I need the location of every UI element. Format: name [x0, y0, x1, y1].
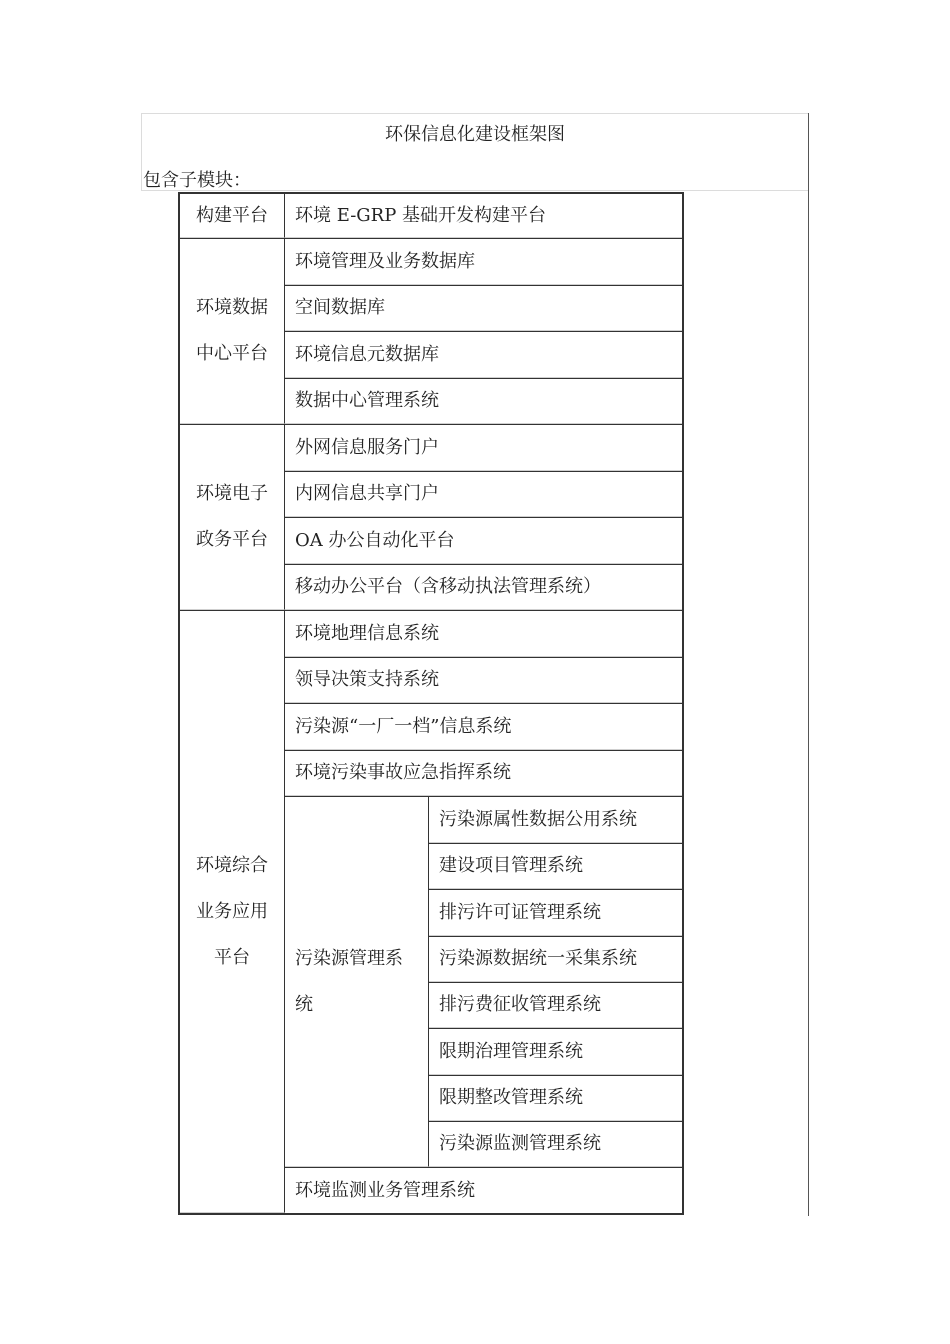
- item-label: 环境 E-GRP 基础开发构建平台: [295, 204, 547, 226]
- table-row: [285, 1167, 682, 1213]
- table-row: [285, 517, 682, 564]
- item-label: 限期治理管理系统: [439, 1040, 583, 1062]
- category-build-platform: [180, 194, 285, 238]
- item-label: 建设项目管理系统: [439, 855, 583, 876]
- table-row: [285, 238, 682, 285]
- table-row: [429, 843, 682, 889]
- subcategory-label-line2: 统: [295, 993, 313, 1015]
- category-label-line1: 环境综合: [196, 854, 268, 876]
- table-row: [285, 378, 682, 424]
- table-row: [285, 750, 682, 796]
- category-label-line1: 环境电子: [196, 483, 268, 504]
- table-row-build-platform: [285, 194, 682, 238]
- table-row: [285, 657, 682, 703]
- item-label: 数据中心管理系统: [295, 390, 439, 411]
- table-row: [429, 1121, 682, 1167]
- table-row: [285, 331, 682, 378]
- item-label: OA 办公自动化平台: [295, 529, 455, 551]
- table-row: [285, 564, 682, 610]
- item-label: 限期整改管理系统: [439, 1087, 583, 1108]
- item-label: 环境地理信息系统: [295, 622, 439, 644]
- table-row: [285, 703, 682, 750]
- item-label: 领导决策支持系统: [295, 669, 439, 690]
- table-row: [429, 889, 682, 936]
- item-label: 污染源属性数据公用系统: [439, 808, 637, 830]
- item-label: 移动办公平台（含移动执法管理系统）: [295, 576, 601, 597]
- item-label: 内网信息共享门户: [295, 483, 439, 504]
- subcategory-pollution-source: [285, 796, 429, 1167]
- item-label: 排污费征收管理系统: [439, 994, 601, 1015]
- table-row: [429, 1028, 682, 1075]
- table-row: [429, 936, 682, 982]
- subcategory-label-line1: 污染源管理系: [295, 947, 403, 969]
- modules-label: 包含子模块：: [143, 170, 251, 191]
- category-data-center: [180, 238, 285, 424]
- table-row: [285, 471, 682, 517]
- table-row: [285, 424, 682, 471]
- item-label: 环境监测业务管理系统: [295, 1179, 475, 1201]
- item-label: 环境污染事故应急指挥系统: [295, 762, 511, 783]
- category-label-line3: 平台: [214, 946, 250, 968]
- item-label: 污染源数据统一采集系统: [439, 948, 637, 969]
- item-label: 污染源监测管理系统: [439, 1133, 601, 1154]
- document-title: 环保信息化建设框架图: [385, 124, 565, 145]
- category-integrated: [180, 610, 285, 1213]
- category-egov: [180, 424, 285, 610]
- category-label-line2: 中心平台: [196, 343, 268, 364]
- table-row: [285, 610, 682, 657]
- category-label-line2: 政务平台: [196, 529, 268, 550]
- table-row: [285, 285, 682, 331]
- item-label: 空间数据库: [295, 297, 385, 318]
- category-label-line2: 业务应用: [196, 900, 268, 922]
- item-label: 排污许可证管理系统: [439, 901, 601, 923]
- item-label: 污染源“一厂一档”信息系统: [295, 715, 512, 737]
- table-row: [429, 982, 682, 1028]
- item-label: 环境管理及业务数据库: [295, 250, 475, 272]
- category-label-line1: 环境数据: [196, 297, 268, 318]
- table-row: [429, 1075, 682, 1121]
- category-label: 构建平台: [196, 204, 268, 226]
- page-right-border: [808, 113, 809, 1216]
- table-row: [429, 796, 682, 843]
- item-label: 外网信息服务门户: [295, 436, 439, 458]
- item-label: 环境信息元数据库: [295, 343, 439, 365]
